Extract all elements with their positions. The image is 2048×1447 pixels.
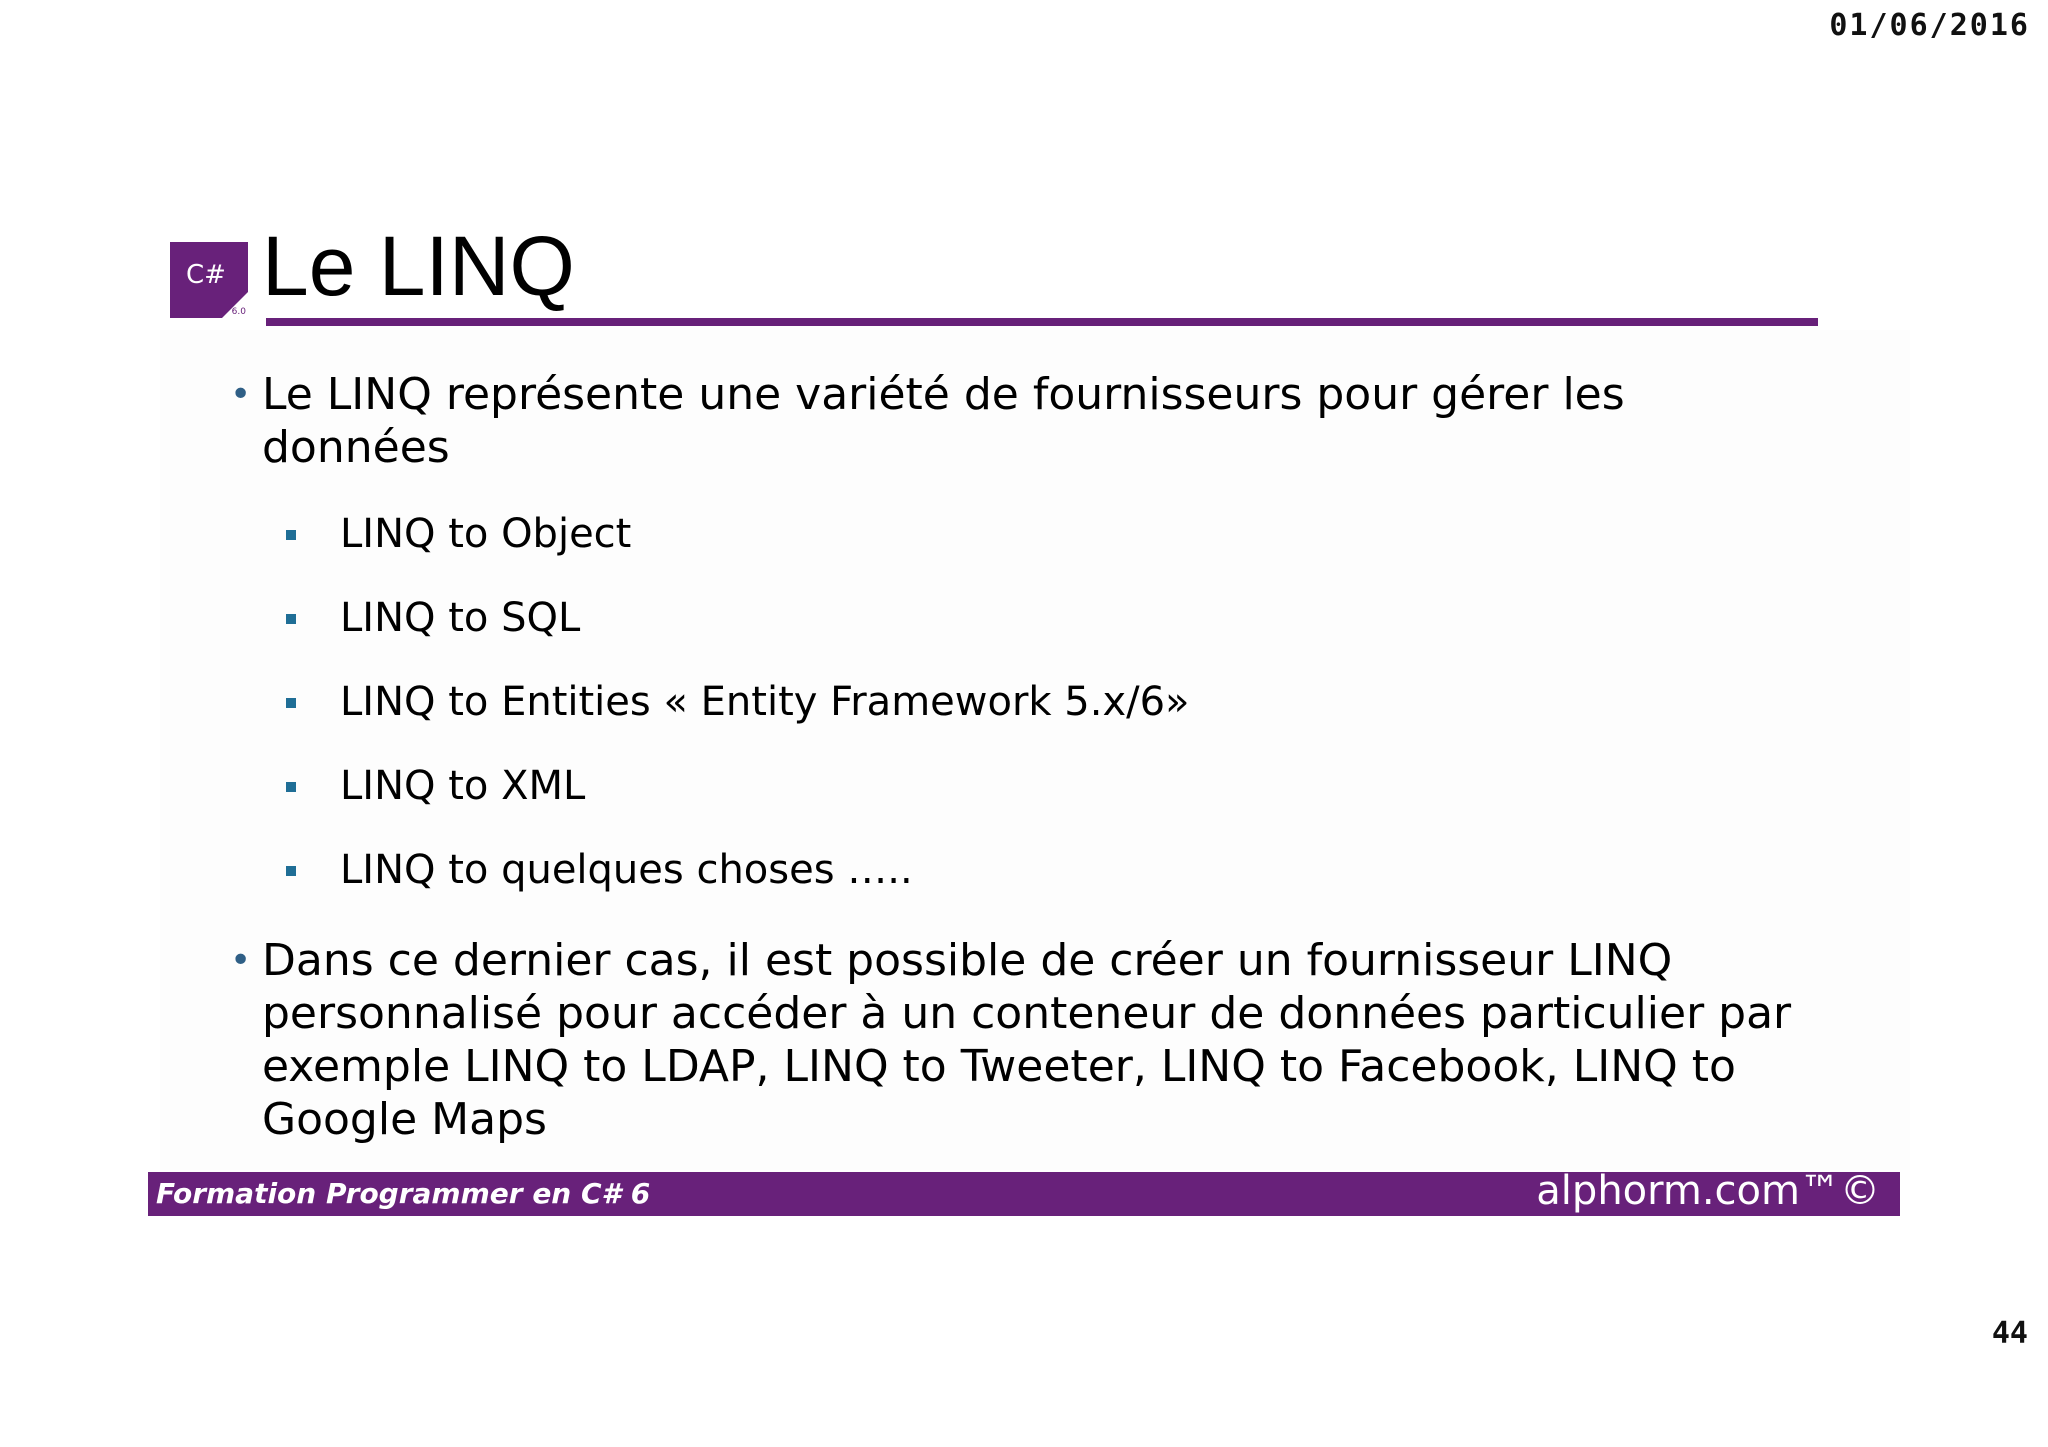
sub-bullet-item <box>218 846 1818 894</box>
csharp-logo-icon <box>170 242 248 318</box>
sub-bullet-list <box>218 510 1818 894</box>
logo-version: 6.0 <box>231 307 246 317</box>
title-underline <box>266 318 1818 326</box>
sub-bullet-item <box>218 594 1818 642</box>
square-bullet-icon <box>286 614 296 624</box>
page-number: 44 <box>1991 1316 2028 1351</box>
sub-bullet-text: LINQ to quelques choses ….. <box>340 847 913 893</box>
bullet-dot-icon: • <box>230 940 252 981</box>
square-bullet-icon <box>286 698 296 708</box>
sub-bullet-item <box>218 510 1818 558</box>
logo-text: C# <box>186 260 226 290</box>
slide-bullets <box>218 368 1818 1146</box>
sub-bullet-text: LINQ to Entities « Entity Framework 5.x/6» <box>340 679 1190 725</box>
sub-bullet-text: LINQ to SQL <box>340 595 581 641</box>
bullet-text: Dans ce dernier cas, il est possible de créer un fournisseur LINQ personnalisé pour accéder à un conteneur de données particulier par exemple LINQ to LDAP, LINQ to Tweeter, LINQ to Facebook, LINQ to Google Maps <box>262 935 1792 1145</box>
sub-bullet-item <box>218 678 1818 726</box>
footer-course-title: Formation Programmer en C# 6 <box>156 1177 651 1210</box>
bullet-dot-icon: • <box>230 374 252 415</box>
slide-title: Le LINQ <box>262 219 575 313</box>
date-label: 01/06/2016 <box>1829 8 2030 43</box>
square-bullet-icon <box>286 530 296 540</box>
footer-brand: alphorm.com™© <box>1536 1168 1880 1214</box>
sub-bullet-text: LINQ to XML <box>340 763 586 809</box>
bullet-item <box>218 934 1818 1146</box>
sub-bullet-item <box>218 762 1818 810</box>
sub-bullet-text: LINQ to Object <box>340 511 632 557</box>
square-bullet-icon <box>286 782 296 792</box>
bullet-text: Le LINQ représente une variété de fournisseurs pour gérer les données <box>262 369 1625 473</box>
square-bullet-icon <box>286 866 296 876</box>
footer-bar <box>148 1168 1900 1216</box>
bullet-item <box>218 368 1818 474</box>
